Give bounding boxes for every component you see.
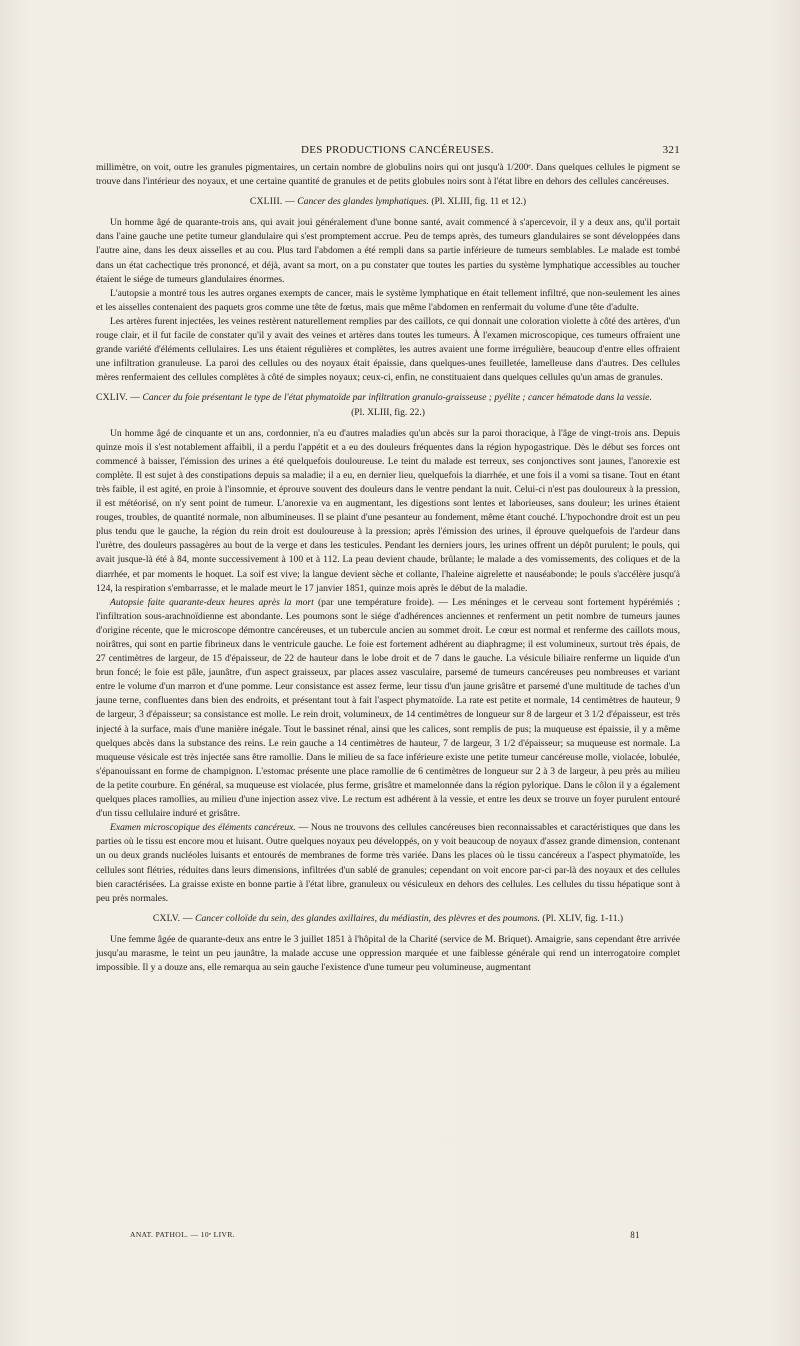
case-145-heading [96, 912, 680, 926]
text-column [96, 143, 680, 975]
case-144-number: CXLIV. — [96, 392, 141, 404]
case-143-number: CXLIII. — [249, 196, 295, 208]
case-145-paragraph-1: Une femme âgée de quarante-deux ans entre le 3 juillet 1851 à l'hôpital de la Charité (service de M. Briquet). Amaigrie, sans cependant être arrivée jusqu'au marasme, le teint un peu jaunâtre, la malade accuse une oppression marquée et une faiblesse générale qui rend un interrogatoire complet impossible. Il y a douze ans, elle remarqua au sein gauche l'existence d'une tumeur peu volumineuse, augmentant [96, 933, 680, 974]
case-145-number: CXLV. — [152, 912, 193, 924]
case-144-title: Cancer du foie présentant le type de l'état phymatoïde par infiltration granulo-graisseuse ; pyélite ; cancer hématode dans la vessie. [142, 392, 652, 404]
case-143-ref: (Pl. XLIII, fig. 11 et 12.) [431, 196, 527, 208]
case-145-title: Cancer colloïde du sein, des glandes axillaires, du médiastin, des plèvres et des poumons. [195, 912, 540, 924]
case-144-ref: (Pl. XLIII, fig. 22.) [351, 406, 425, 418]
case-144-heading [96, 391, 680, 419]
case-143-paragraph-3: Les artères furent injectées, les veines restèrent naturellement remplies par des caillots, ce qui donnait une coloration violette à côté des artères, d'un rouge clair, et il fut facile de constater qu'il y avait des veines et artères dans toutes les tumeurs. À l'examen microscopique, ces tumeurs offraient une grande variété d'éléments cellulaires. Les uns étaient régulières et complètes, les autres avaient une forme irrégulière, beaucoup d'entre elles offraient une infiltration granuleuse. La paroi des cellules ou des noyaux était épaissie, dans quelques-unes feuilletée, lamelleuse dans d'autres. Des cellules mères renfermaient des cellules complètes à côté de simples noyaux; ceux-ci, enfin, ne constituaient dans quelques cellules qu'un amas de granules. [96, 315, 680, 384]
page-footer [130, 1230, 640, 1239]
case-144-exam-label: Examen microscopique des éléments cancéreux. [110, 822, 296, 834]
intro-paragraph: millimètre, on voit, outre les granules pigmentaires, un certain nombre de globulins noirs qui ont jusqu'à 1/200ᵉ. Dans quelques cellules le pigment se trouve dans l'intérieur des noyaux, et une certaine quantité de granules et de petits globules noirs sont à l'état libre en dehors des cellules cancéreuses. [96, 162, 680, 188]
case-144-autopsy-text: (par une température froide). — Les méninges et le cerveau sont fortement hypérémiés ; l'infiltration sous-arachnoïdienne est abondante. Les poumons sont le siége d'adhérences anciennes et renferment un petit nombre de tumeurs jaunes d'origine récente, que le microscope démontre cancéreuses, et un tubercule ancien au sommet droit. Le cœur est normal et renferme des caillots mous, noirâtres, qui sont en partie fibrineux dans le ventricule gauche. Le foie est fortement adhérent au diaphragme; il est volumineux, surtout très épais, de 27 centimètres de largeur, de 15 d'épaisseur, de 22 de hauteur dans le lobe droit et de 7 dans le gauche. La vésicule biliaire renferme un liquide d'un brun foncé; le foie est pâle, jaunâtre, d'un aspect graisseux, par places assez vasculaire, parsemé de tumeurs cancéreuses peu nombreuses et variant entre le volume d'un marron et d'une pomme. Leur consistance est assez ferme, leur tissu d'un jaune grisâtre et parsemé d'une multitude de taches d'un jaune terne, confluentes dans bien des endroits, et présentant tout à fait l'aspect phymatoïde. La rate est petite et normale, 14 centimètres de hauteur, 9 de largeur, 3 d'épaisseur; sa consistance est molle. Le rein droit, volumineux, de 14 centimètres de longueur sur 8 de largeur et 3 1/2 d'épaisseur, est très injecté à la surface, mais d'une manière inégale. Tout le bassinet rénal, ainsi que les calices, sont remplis de pus; la muqueuse est épaissie, il y a même quelques abcès dans la substance des reins. Le rein gauche a 14 centimètres de hauteur, 7 de largeur, 3 1/2 d'épaisseur; sa muqueuse est normale. La muqueuse vésicale est très injectée sans être ramollie. Dans le milieu de sa face inférieure existe une petite tumeur cancéreuse molle, violacée, lobulée, s'épanouissant en forme de champignon. L'estomac présente une place ramollie de 6 centimètres de longueur sur 2 à 3 de largeur, à peu près au milieu de la petite courbure. En général, sa muqueuse est violacée, plus ferme, grisâtre et mamelonnée dans la région pylorique. Dans le côlon il y a également quelques places ramollies, au milieu d'une injection assez vive. Le rectum est adhérent à la vessie, et entre les deux se trouve un foyer purulent entouré d'un tissu cellulaire induré et grisâtre. [96, 596, 681, 820]
case-144-paragraph-1: Un homme âgé de cinquante et un ans, cordonnier, n'a eu d'autres maladies qu'un abcès sur la paroi thoracique, à l'âge de vingt-trois ans. Depuis quinze mois il s'est notablement affaibli, il a perdu l'appétit et a eu des douleurs fréquentes dans la région hypogastrique. Dès le début ses forces ont commencé à baisser, l'émission des urines a été quelquefois douloureuse. Le teint du malade est terreux, ses conjonctives sont jaunes, l'anorexie est complète. Il est sujet à des constipations depuis sa maladie; il a eu, en dernier lieu, quelquefois la diarrhée, et une fois il a vomi sa tisane. Tout en étant très faible, il est agité, en proie à l'insomnie, et éprouve souvent des douleurs dans le ventre pendant la nuit. Celui-ci n'est pas douloureux à la pression, il est météorisé, on n'y sent point de tumeur. L'anorexie va en augmentant, les digestions sont lentes et laborieuses, sans douleur; les urines étaient rouges, troubles, de quantité normale, non albumineuses. Il se plaint d'une pesanteur au fondement, même étant couché. L'hypochondre droit est un peu plus tendu que le gauche, la région du rein droit est douloureuse à la pression; après l'émission des urines, il éprouve quelquefois de l'ardeur dans l'urètre, des douleurs passagères au bout de la verge et dans les testicules. Pendant les derniers jours, les urines offrent un dépôt purulent; le pouls, qui avait jusque-là été à 84, monte successivement à 100 et à 112. La peau devient chaude, brûlante; le malade a des vomissements, des coliques et de la diarrhée, et par moments le hoquet. La soif est vive; la langue devient sèche et collante, l'haleine aigrelette et nauséabonde; le pouls s'accélère jusqu'à 124, la respiration s'embarrasse, et le malade meurt le 17 janvier 1851, quinze mois après le début de la maladie. [96, 427, 680, 594]
footer-series-label: ANAT. PATHOL. — 10ᵉ LIVR. [130, 1230, 236, 1239]
case-144-exam-text: — Nous ne trouvons des cellules cancéreuses bien reconnaissables et caractéristiques que dans les parties où le tissu est encore mou et luisant. Outre quelques noyaux peu développés, on y voit beaucoup de noyaux d'assez grande dimension, contenant un ou deux grands nucléoles luisants et entourés de membranes de forme très variée. Dans les places où le tissu cancéreux a l'aspect phymatoïde, les cellules sont flétries, réduites dans leurs dimensions, infiltrées d'un sablé de granules; cependant on voit encore par-ci par-là des noyaux et des cellules bien caractérisées. La graisse existe en bonne partie à l'état libre, granuleux ou vésiculeux en dehors des cellules. Les cellules du tissu hépatique sont à peu près normales. [96, 822, 680, 904]
footer-signature: 81 [630, 1230, 640, 1240]
case-143-title: Cancer des glandes lymphatiques. [297, 196, 429, 208]
running-head [96, 143, 680, 161]
case-143-heading [96, 195, 680, 209]
case-144-autopsy-label: Autopsie faite quarante-deux heures après la mort [110, 596, 314, 608]
case-143-paragraph-1: Un homme âgé de quarante-trois ans, qui avait joui généralement d'une bonne santé, avait commencé à s'apercevoir, il y a deux ans, qu'il portait dans l'aine gauche une petite tumeur glandulaire qui s'est promptement accrue. Peu de temps après, des tumeurs glandulaires se sont développées dans l'autre aine, dans les deux aisselles et au cou. Plus tard l'abdomen a été rempli dans sa partie inférieure de tumeurs semblables. Le malade est tombé dans un état cachectique très prononcé, et déjà, avant sa mort, on a pu constater que toutes les parties du système lymphatique accessibles au toucher étaient le siége de tumeurs glandulaires énormes. [96, 217, 680, 285]
case-144-autopsy-paragraph [96, 596, 680, 822]
case-143-paragraph-2: L'autopsie a montré tous les autres organes exempts de cancer, mais le système lymphatique en était tellement infiltré, que non-seulement les aines et les aisselles contenaient des paquets gros comme une tête de fœtus, mais que même l'abdomen en renfermait du volume d'une tête d'adulte. [96, 287, 680, 313]
case-144-exam-paragraph [96, 821, 680, 906]
running-title: DES PRODUCTIONS CANCÉREUSES. [301, 144, 494, 156]
case-145-ref: (Pl. XLIV, fig. 1-11.) [542, 912, 624, 924]
page-number: 321 [662, 144, 680, 156]
